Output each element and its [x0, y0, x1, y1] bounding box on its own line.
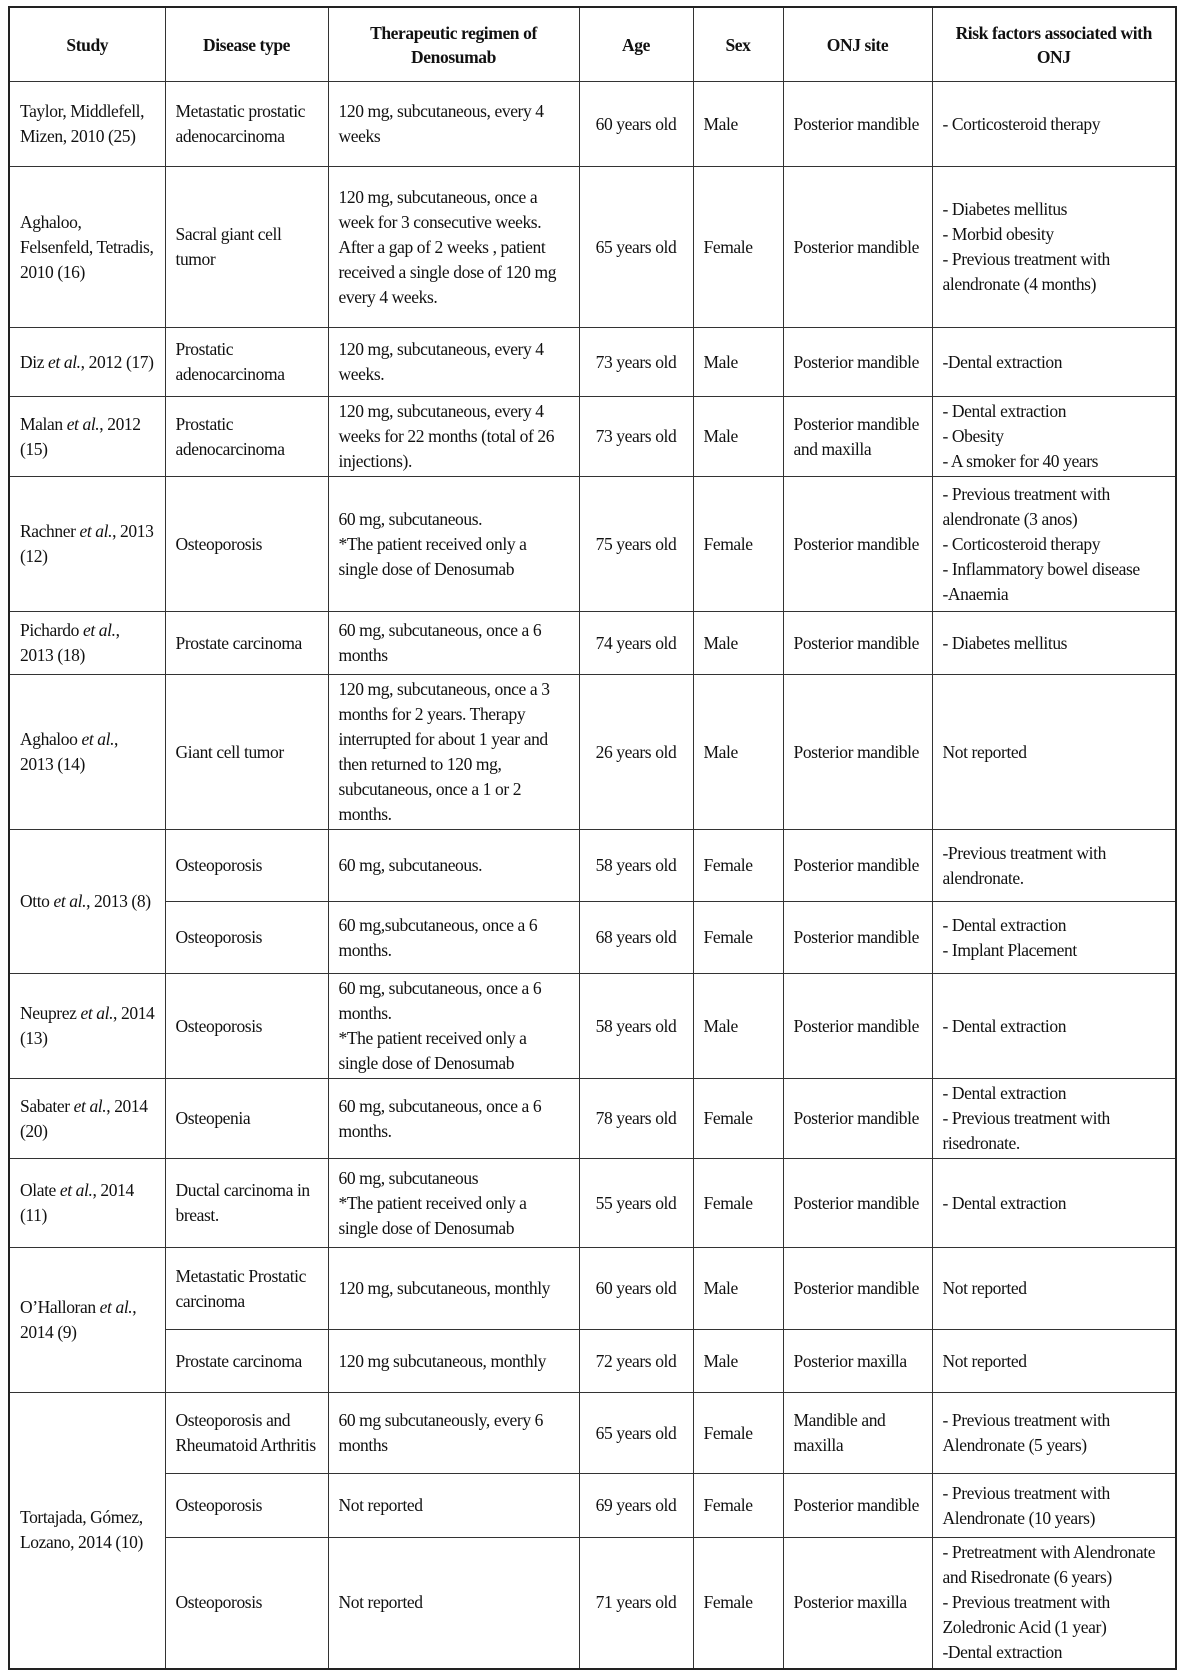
cell-sex: Male — [693, 328, 783, 397]
cell-study — [9, 1248, 165, 1393]
risk-factor: - Corticosteroid therapy — [942, 113, 1101, 134]
cell-age: 60 years old — [579, 1248, 693, 1330]
cell-regimen — [328, 1330, 579, 1393]
cell-regimen — [328, 612, 579, 675]
cell-onj-site: Posterior mandible — [783, 974, 932, 1079]
cell-age: 74 years old — [579, 612, 693, 675]
table-row — [9, 612, 1176, 675]
cell-onj-site: Posterior mandible — [783, 902, 932, 974]
table-row — [9, 1079, 1176, 1159]
study-pre: Neuprez — [20, 1003, 81, 1023]
regimen-line: 120 mg, subcutaneous, once a 3 months for 2 years. Therapy interrupted for about 1 year and then returned to 120 mg, subcutaneous, once a 1 or 2 months. — [338, 679, 550, 824]
cell-onj-site: Mandible and maxilla — [783, 1393, 932, 1474]
cell-sex: Female — [693, 1079, 783, 1159]
regimen-line: 120 mg, subcutaneous, every 4 weeks — [338, 101, 544, 146]
table-row — [9, 477, 1176, 612]
study-pre: Malan — [20, 413, 67, 434]
study-em: et al. — [99, 1297, 133, 1317]
study-em: et al. — [59, 1180, 93, 1200]
table-row — [9, 397, 1176, 477]
cell-study — [9, 1159, 165, 1248]
cell-disease-type: Prostatic adenocarcinoma — [165, 328, 328, 397]
risk-factor: -Anaemia — [942, 583, 1009, 604]
table-row — [9, 675, 1176, 830]
risk-factor: - Previous treatment with alendronate (3 anos) — [942, 483, 1110, 529]
cell-sex: Male — [693, 1248, 783, 1330]
regimen-line: 120 mg, subcutaneous, once a week for 3 consecutive weeks. After a gap of 2 weeks , patient received a single dose of 120 mg every 4 weeks. — [338, 186, 557, 307]
cell-disease-type: Osteoporosis — [165, 974, 328, 1079]
table-row — [9, 1393, 1176, 1474]
regimen-line: 60 mg subcutaneously, every 6 months — [338, 1410, 544, 1455]
study-em: et al. — [48, 351, 81, 372]
cell-age: 58 years old — [579, 830, 693, 902]
header-onj-site: ONJ site — [783, 7, 932, 82]
study-post: , 2012 (17) — [80, 351, 154, 372]
cell-risk-factors — [932, 974, 1176, 1079]
cell-disease-type: Giant cell tumor — [165, 675, 328, 830]
cell-study — [9, 1393, 165, 1669]
cell-sex: Male — [693, 612, 783, 675]
header-disease-type: Disease type — [165, 7, 328, 82]
cell-sex: Male — [693, 82, 783, 167]
cell-risk-factors — [932, 1330, 1176, 1393]
cell-age: 60 years old — [579, 82, 693, 167]
risk-factor: - Diabetes mellitus — [942, 632, 1068, 653]
regimen-line: *The patient received only a single dose of Denosumab — [338, 1192, 527, 1238]
study-em: et al. — [80, 1003, 114, 1023]
study-post: , 2014 (20) — [20, 1095, 148, 1141]
cell-regimen — [328, 830, 579, 902]
cell-age: 55 years old — [579, 1159, 693, 1248]
study-post: , 2014 (13) — [20, 1003, 155, 1048]
cell-risk-factors — [932, 1474, 1176, 1538]
cell-disease-type: Osteoporosis — [165, 1538, 328, 1669]
cell-disease-type: Metastatic Prostatic carcinoma — [165, 1248, 328, 1330]
study-em: et al. — [82, 620, 116, 640]
study-pre: Sabater — [20, 1095, 74, 1116]
risk-factor: - Inflammatory bowel disease — [942, 558, 1140, 579]
cell-risk-factors — [932, 1079, 1176, 1159]
cell-sex: Female — [693, 1474, 783, 1538]
regimen-line: 60 mg,subcutaneous, once a 6 months. — [338, 914, 538, 960]
cell-risk-factors — [932, 477, 1176, 612]
cell-risk-factors — [932, 397, 1176, 477]
cell-disease-type: Prostate carcinoma — [165, 612, 328, 675]
risk-factor: -Previous treatment with alendronate. — [942, 842, 1106, 888]
cell-sex: Male — [693, 397, 783, 477]
risk-factor: - Dental extraction — [942, 401, 1067, 421]
study-pre: Tortajada, Gómez, Lozano, 2014 (10) — [20, 1507, 143, 1553]
cell-disease-type: Ductal carcinoma in breast. — [165, 1159, 328, 1248]
cell-onj-site: Posterior mandible — [783, 82, 932, 167]
study-post: , 2013 (18) — [20, 620, 120, 665]
cell-sex: Female — [693, 477, 783, 612]
cell-regimen — [328, 902, 579, 974]
cell-risk-factors — [932, 1393, 1176, 1474]
cell-regimen — [328, 974, 579, 1079]
cell-sex: Male — [693, 1330, 783, 1393]
study-em: et al. — [79, 521, 113, 541]
cell-disease-type: Osteopenia — [165, 1079, 328, 1159]
regimen-line: 60 mg, subcutaneous, once a 6 months. — [338, 1095, 542, 1141]
table-row — [9, 1159, 1176, 1248]
cell-onj-site: Posterior mandible — [783, 830, 932, 902]
table-row — [9, 902, 1176, 974]
risk-factor: - Previous treatment with alendronate (4 months) — [942, 249, 1110, 294]
cell-sex: Female — [693, 167, 783, 328]
study-em: et al. — [81, 729, 115, 749]
onj-cases-table — [8, 6, 1177, 1670]
cell-disease-type: Sacral giant cell tumor — [165, 167, 328, 328]
cell-sex: Female — [693, 1393, 783, 1474]
cell-regimen — [328, 1159, 579, 1248]
cell-age: 69 years old — [579, 1474, 693, 1538]
study-post: , 2014 (9) — [20, 1297, 137, 1342]
risk-factor: Not reported — [942, 1278, 1027, 1298]
cell-disease-type: Osteoporosis and Rheumatoid Arthritis — [165, 1393, 328, 1474]
cell-onj-site: Posterior mandible and maxilla — [783, 397, 932, 477]
cell-regimen — [328, 1538, 579, 1669]
cell-study — [9, 675, 165, 830]
cell-onj-site: Posterior mandible — [783, 1079, 932, 1159]
cell-age: 71 years old — [579, 1538, 693, 1669]
cell-onj-site: Posterior mandible — [783, 675, 932, 830]
risk-factor: -Dental extraction — [942, 351, 1063, 372]
cell-regimen — [328, 477, 579, 612]
regimen-line: *The patient received only a single dose of Denosumab — [338, 1028, 527, 1073]
cell-risk-factors — [932, 328, 1176, 397]
study-em: et al. — [53, 891, 87, 911]
regimen-line: Not reported — [338, 1495, 423, 1515]
regimen-line: 120 mg subcutaneous, monthly — [338, 1350, 547, 1371]
regimen-line: 120 mg, subcutaneous, every 4 weeks. — [338, 339, 544, 384]
risk-factor: Not reported — [942, 741, 1027, 762]
study-pre: Taylor, Middlefell, Mizen, 2010 (25) — [20, 101, 145, 146]
cell-disease-type: Osteoporosis — [165, 902, 328, 974]
regimen-line: 60 mg, subcutaneous — [338, 1167, 479, 1188]
risk-factor: - Obesity — [942, 426, 1004, 446]
cell-sex: Female — [693, 830, 783, 902]
cell-onj-site: Posterior mandible — [783, 328, 932, 397]
cell-age: 65 years old — [579, 1393, 693, 1474]
risk-factor: - Previous treatment with Alendronate (5 years) — [942, 1410, 1110, 1455]
cell-regimen — [328, 328, 579, 397]
risk-factor: - Corticosteroid therapy — [942, 533, 1101, 554]
cell-age: 26 years old — [579, 675, 693, 830]
risk-factor: - Implant Placement — [942, 939, 1077, 960]
cell-age: 58 years old — [579, 974, 693, 1079]
cell-onj-site: Posterior maxilla — [783, 1538, 932, 1669]
cell-onj-site: Posterior mandible — [783, 167, 932, 328]
table-row — [9, 1474, 1176, 1538]
table-row — [9, 1248, 1176, 1330]
header-sex: Sex — [693, 7, 783, 82]
risk-factor: - Dental extraction — [942, 1015, 1067, 1036]
header-age: Age — [579, 7, 693, 82]
study-pre: Rachner — [20, 521, 80, 541]
cell-study — [9, 612, 165, 675]
cell-age: 75 years old — [579, 477, 693, 612]
study-pre: Aghaloo, Felsenfeld, Tetradis, 2010 (16) — [20, 211, 154, 282]
cell-regimen — [328, 167, 579, 328]
cell-regimen — [328, 82, 579, 167]
table-row — [9, 974, 1176, 1079]
cell-sex: Female — [693, 1538, 783, 1669]
cell-age: 65 years old — [579, 167, 693, 328]
cell-study — [9, 477, 165, 612]
cell-regimen — [328, 675, 579, 830]
cell-risk-factors — [932, 830, 1176, 902]
study-post: , 2013 (8) — [86, 891, 151, 911]
cell-onj-site: Posterior mandible — [783, 612, 932, 675]
study-pre: Otto — [20, 891, 54, 911]
risk-factor: - Morbid obesity — [942, 224, 1054, 244]
cell-study — [9, 1079, 165, 1159]
cell-disease-type: Metastatic prostatic adenocarcinoma — [165, 82, 328, 167]
header-study: Study — [9, 7, 165, 82]
study-em: et al. — [66, 413, 100, 434]
risk-factor: - Diabetes mellitus — [942, 199, 1068, 219]
cell-risk-factors — [932, 82, 1176, 167]
cell-onj-site: Posterior mandible — [783, 477, 932, 612]
study-em: et al. — [73, 1095, 107, 1116]
cell-risk-factors — [932, 167, 1176, 328]
risk-factor: Not reported — [942, 1350, 1027, 1371]
cell-onj-site: Posterior mandible — [783, 1159, 932, 1248]
table-row — [9, 1330, 1176, 1393]
regimen-line: 120 mg, subcutaneous, monthly — [338, 1278, 551, 1298]
study-post: , 2013 (14) — [20, 729, 119, 774]
regimen-line: 120 mg, subcutaneous, every 4 weeks for 22 months (total of 26 injections). — [338, 401, 555, 471]
study-pre: Olate — [20, 1180, 60, 1200]
regimen-line: *The patient received only a single dose of Denosumab — [338, 533, 527, 579]
study-post: , 2012 (15) — [20, 413, 141, 459]
regimen-line: 60 mg, subcutaneous, once a 6 months — [338, 620, 542, 665]
cell-regimen — [328, 1248, 579, 1330]
regimen-line: Not reported — [338, 1592, 423, 1613]
cell-age: 68 years old — [579, 902, 693, 974]
table-row — [9, 82, 1176, 167]
table-row — [9, 167, 1176, 328]
study-pre: O’Halloran — [20, 1297, 100, 1317]
risk-factor: -Dental extraction — [942, 1642, 1063, 1663]
study-post: , 2014 (11) — [20, 1180, 134, 1225]
risk-factor: - Dental extraction — [942, 1192, 1067, 1213]
regimen-line: 60 mg, subcutaneous, once a 6 months. — [338, 978, 542, 1023]
study-pre: Diz — [20, 351, 49, 372]
cell-risk-factors — [932, 1159, 1176, 1248]
cell-study — [9, 328, 165, 397]
study-pre: Pichardo — [20, 620, 83, 640]
cell-age: 72 years old — [579, 1330, 693, 1393]
cell-sex: Female — [693, 1159, 783, 1248]
cell-sex: Female — [693, 902, 783, 974]
cell-risk-factors — [932, 1538, 1176, 1669]
cell-regimen — [328, 1474, 579, 1538]
cell-risk-factors — [932, 1248, 1176, 1330]
table-row — [9, 1538, 1176, 1669]
cell-study — [9, 82, 165, 167]
cell-study — [9, 830, 165, 974]
regimen-line: 60 mg, subcutaneous. — [338, 508, 483, 529]
study-post: , 2013 (12) — [20, 521, 154, 566]
study-pre: Aghaloo — [20, 729, 82, 749]
regimen-line: 60 mg, subcutaneous. — [338, 855, 483, 875]
risk-factor: - Previous treatment with Zoledronic Acid (1 year) — [942, 1592, 1110, 1638]
cell-sex: Male — [693, 675, 783, 830]
cell-onj-site: Posterior maxilla — [783, 1330, 932, 1393]
cell-disease-type: Prostatic adenocarcinoma — [165, 397, 328, 477]
header-risk-factors: Risk factors associated with ONJ — [932, 7, 1176, 82]
cell-sex: Male — [693, 974, 783, 1079]
cell-onj-site: Posterior mandible — [783, 1474, 932, 1538]
cell-study — [9, 167, 165, 328]
cell-study — [9, 974, 165, 1079]
cell-onj-site: Posterior mandible — [783, 1248, 932, 1330]
cell-regimen — [328, 1393, 579, 1474]
risk-factor: - Previous treatment with risedronate. — [942, 1108, 1110, 1153]
cell-regimen — [328, 397, 579, 477]
table-row — [9, 328, 1176, 397]
risk-factor: - A smoker for 40 years — [942, 451, 1099, 471]
cell-age: 78 years old — [579, 1079, 693, 1159]
cell-disease-type: Osteoporosis — [165, 830, 328, 902]
header-regimen: Therapeutic regimen of Denosumab — [328, 7, 579, 82]
risk-factor: - Dental extraction — [942, 914, 1067, 935]
cell-regimen — [328, 1079, 579, 1159]
risk-factor: - Previous treatment with Alendronate (10 years) — [942, 1482, 1110, 1528]
cell-disease-type: Prostate carcinoma — [165, 1330, 328, 1393]
cell-disease-type: Osteoporosis — [165, 1474, 328, 1538]
table-row — [9, 830, 1176, 902]
cell-study — [9, 397, 165, 477]
cell-age: 73 years old — [579, 328, 693, 397]
cell-risk-factors — [932, 612, 1176, 675]
cell-age: 73 years old — [579, 397, 693, 477]
cell-risk-factors — [932, 675, 1176, 830]
risk-factor: - Pretreatment with Alendronate and Risedronate (6 years) — [942, 1542, 1156, 1588]
header-row — [9, 7, 1176, 82]
cell-disease-type: Osteoporosis — [165, 477, 328, 612]
risk-factor: - Dental extraction — [942, 1083, 1067, 1103]
cell-risk-factors — [932, 902, 1176, 974]
